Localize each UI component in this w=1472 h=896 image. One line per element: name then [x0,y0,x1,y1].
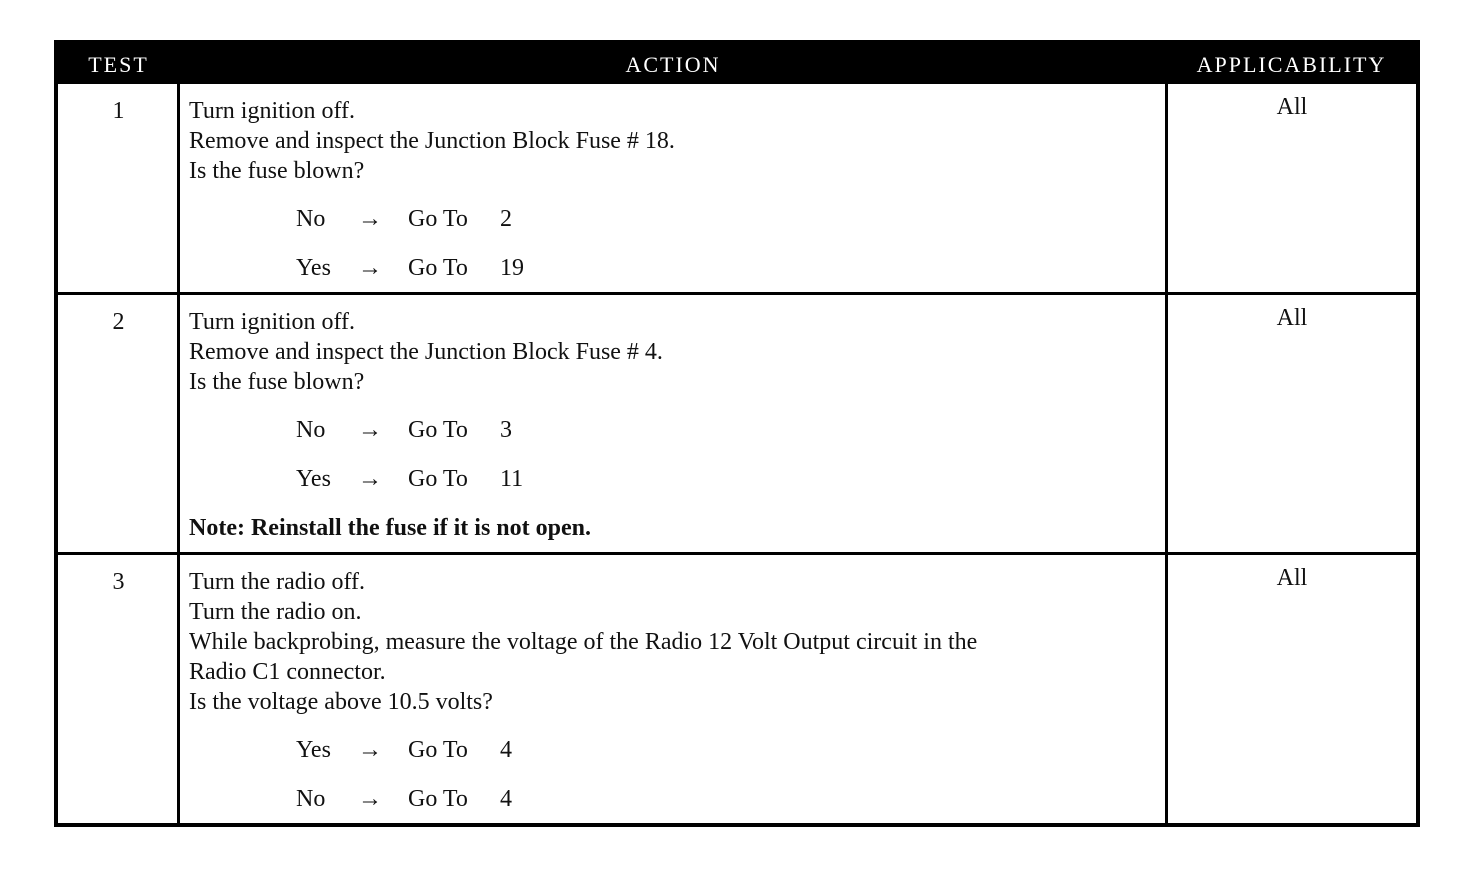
action-line: Turn ignition off. [189,98,356,124]
test-number: 1 [112,98,125,124]
goto-answer: Yes [296,466,331,492]
action-cell [189,307,1166,543]
header-action: ACTION [625,52,721,77]
goto-answer: No [296,786,326,812]
arrow-icon: → [358,466,382,492]
action-line: Turn ignition off. [189,309,356,335]
arrow-icon: → [358,737,382,763]
arrow-icon: → [358,417,382,443]
arrow-icon: → [358,206,382,232]
arrow-icon: → [358,255,382,281]
goto-answer: Yes [296,737,331,763]
goto-text: Go To [408,466,468,492]
goto-target: 19 [500,255,524,281]
goto-text: Go To [408,206,468,232]
goto-text: Go To [408,255,468,281]
arrow-icon: → [358,786,382,812]
goto-line [189,464,1166,513]
table-row [58,84,1416,292]
action-line: Radio C1 connector. [189,659,386,685]
action-line: While backprobing, measure the voltage of the Radio 12 Volt Output circuit in the [189,629,978,655]
table-row [58,555,1416,827]
diagnostic-table [54,40,1420,827]
table-header [58,44,1416,84]
action-line: Is the voltage above 10.5 volts? [189,689,493,715]
header-test: TEST [88,52,149,77]
header-applicability: APPLICABILITY [1196,52,1387,77]
goto-text: Go To [408,737,468,763]
goto-line [189,415,1166,464]
goto-answer: Yes [296,255,331,281]
goto-line [189,784,1166,833]
test-number: 2 [112,309,125,335]
test-number: 3 [112,569,125,595]
goto-text: Go To [408,786,468,812]
applicability-value: All [1276,565,1308,591]
goto-target: 11 [500,466,524,492]
goto-line [189,204,1166,253]
goto-target: 4 [500,786,512,812]
goto-line [189,735,1166,784]
action-cell [189,567,1166,833]
action-cell [189,96,1166,302]
action-line: Is the fuse blown? [189,369,365,395]
applicability-value: All [1276,305,1308,331]
goto-text: Go To [408,417,468,443]
action-line: Turn the radio off. [189,569,365,595]
goto-answer: No [296,206,326,232]
goto-answer: No [296,417,326,443]
table-row [58,295,1416,552]
goto-target: 2 [500,206,512,232]
goto-target: 3 [500,417,512,443]
action-line: Remove and inspect the Junction Block Fuse # 18. [189,128,675,154]
goto-target: 4 [500,737,512,763]
action-line: Remove and inspect the Junction Block Fuse # 4. [189,339,663,365]
applicability-value: All [1276,94,1308,120]
action-line: Is the fuse blown? [189,158,365,184]
note-text: Note: Reinstall the fuse if it is not open. [189,515,591,541]
action-line: Turn the radio on. [189,599,362,625]
